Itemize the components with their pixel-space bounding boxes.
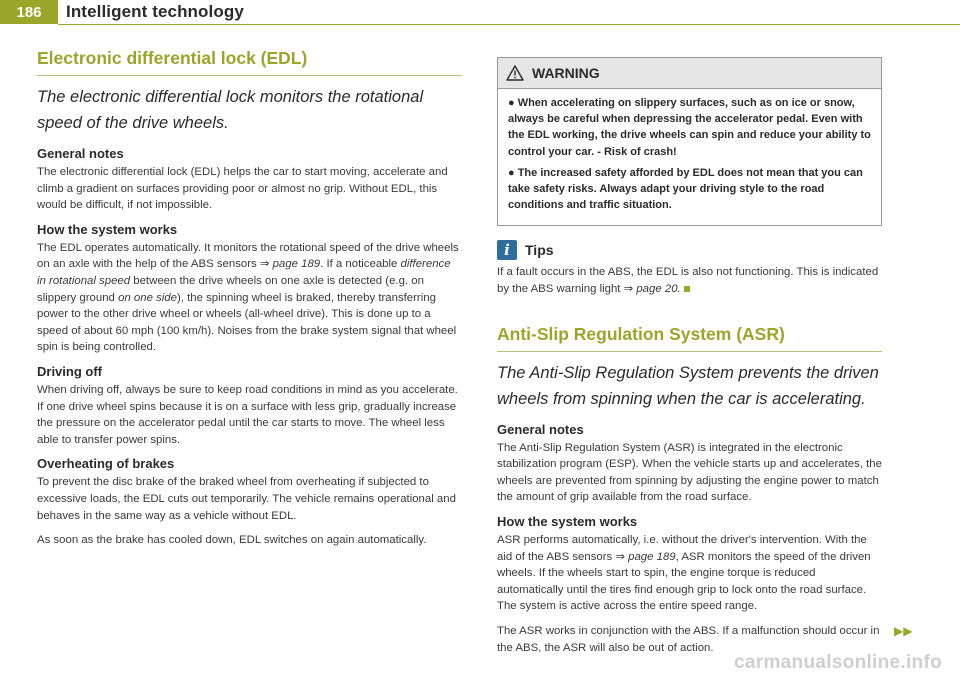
- warning-body: [498, 89, 881, 225]
- asr-how-text-2: , ASR monitors the speed of the driven wheels. If the wheels start to spin, the engine torque is reduced automatically until the tires find enough grip to lock onto the road surface. The system is active across the entire speed range.: [497, 550, 871, 613]
- left-column: [37, 48, 462, 557]
- header-rule: [58, 24, 960, 25]
- edl-overheating-heading: Overheating of brakes: [37, 456, 175, 472]
- warning-label: WARNING: [532, 65, 600, 81]
- warning-triangle-icon: [506, 65, 524, 81]
- edl-how-heading: How the system works: [37, 221, 178, 237]
- edl-how-text-4: ), the spinning wheel is braked, thereby transferring power to the other drive wheel or wheels (all-wheel drive). This is done up to a speed of about 60 mph (100 km/h). Noises from the brake system signal that wheel spin is being controlled.: [37, 291, 457, 354]
- edl-subtitle: The electronic differential lock monitors the rotational speed of the drive wheels.: [37, 88, 424, 132]
- asr-how-text-1: ASR performs automatically, i.e. without the driver's intervention. With the aid of the ABS sensors: [497, 533, 867, 563]
- watermark: carmanualsonline.info: [734, 652, 942, 673]
- tips-header: [497, 240, 882, 260]
- edl-how-text-3: between the drive wheels on one axle is detected (e.g. on slippery ground: [37, 274, 424, 304]
- tips-label: Tips: [525, 242, 554, 259]
- edl-page-ref-link[interactable]: ⇒ page 189: [259, 258, 321, 271]
- running-title: Intelligent technology: [66, 2, 244, 21]
- edl-how-text: [37, 240, 462, 356]
- warning-box: [497, 57, 882, 226]
- edl-driving-off-heading: Driving off: [37, 363, 102, 379]
- asr-how-text-3: The ASR works in conjunction with the ABS. If a malfunction should occur in the ABS, the ASR will also be out of action.: [497, 624, 880, 654]
- right-column: [497, 48, 913, 664]
- tips-page-ref-link[interactable]: ⇒ page 20.: [623, 283, 681, 296]
- end-of-section-marker: [684, 286, 690, 292]
- warning-item: ● The increased safety afforded by EDL does not mean that you can take safety risks. Always adapt your driving style to the road conditions and traffic situation.: [508, 166, 863, 212]
- tips-text-1: If a fault occurs in the ABS, the EDL is also not functioning. This is indicated by the ABS warning light: [497, 266, 879, 296]
- edl-driving-off-text: When driving off, always be sure to keep road conditions in mind as you accelerate. If one drive wheel spins because it is on a surface with less grip, gradually increase the pressure on the accelerator pedal until the car starts to move. The wheel less able to transfer power spins.: [37, 383, 458, 446]
- edl-overheating-text-1: To prevent the disc brake of the braked wheel from overheating if subjected to excessive loads, the EDL cuts out temporarily. The vehicle remains operational and behaves in the same way as a vehicle without EDL.: [37, 476, 456, 522]
- page-number: 186: [0, 0, 58, 24]
- asr-how-text: [497, 532, 882, 615]
- tips-text: [497, 264, 882, 297]
- asr-general-notes-heading: General notes: [497, 421, 584, 437]
- edl-general-notes-heading: General notes: [37, 146, 124, 161]
- edl-overheating-text-2: As soon as the brake has cooled down, EDL switches on again automatically.: [37, 534, 427, 547]
- warning-header: [498, 58, 881, 89]
- asr-section-title: Anti-Slip Regulation System (ASR): [497, 324, 882, 352]
- asr-page-ref-link[interactable]: ⇒ page 189: [615, 550, 676, 563]
- asr-subtitle: The Anti-Slip Regulation System prevents the driven wheels from spinning when the car is accelerating.: [497, 363, 879, 408]
- edl-how-text-1: The EDL operates automatically. It monitors the rotational speed of the drive wheels on an axle with the help of the ABS sensors: [37, 241, 459, 271]
- info-icon: i: [497, 240, 517, 260]
- edl-how-text-2: . If a noticeable: [320, 258, 401, 271]
- warning-item: ● When accelerating on slippery surfaces, such as on ice or snow, always be careful when depressing the accelerator pedal. Even with the EDL working, the drive wheels can spin and reduce your ability to control your car. - Risk of crash!: [508, 97, 871, 158]
- asr-how-heading: How the system works: [497, 513, 638, 529]
- next-page-arrow-icon: ▶▶: [894, 623, 913, 638]
- edl-general-notes-text: The electronic differential lock (EDL) helps the car to start moving, accelerate and climb a gradient on surfaces providing poor or almost no grip. Without EDL, this would be difficult, if not impossible.: [37, 166, 448, 212]
- asr-general-notes-text: The Anti-Slip Regulation System (ASR) is integrated in the electronic stabilization program (ESP). When the vehicle starts up and accelerates, the wheels are prevented from spinning by adjusting the engine power to match the amount of grip available from the road surface.: [497, 441, 882, 504]
- edl-how-emphasis-2: on one side: [118, 291, 177, 304]
- edl-section-title: Electronic differential lock (EDL): [37, 48, 462, 76]
- edl-how-emphasis-1: difference in rotational speed: [37, 258, 451, 287]
